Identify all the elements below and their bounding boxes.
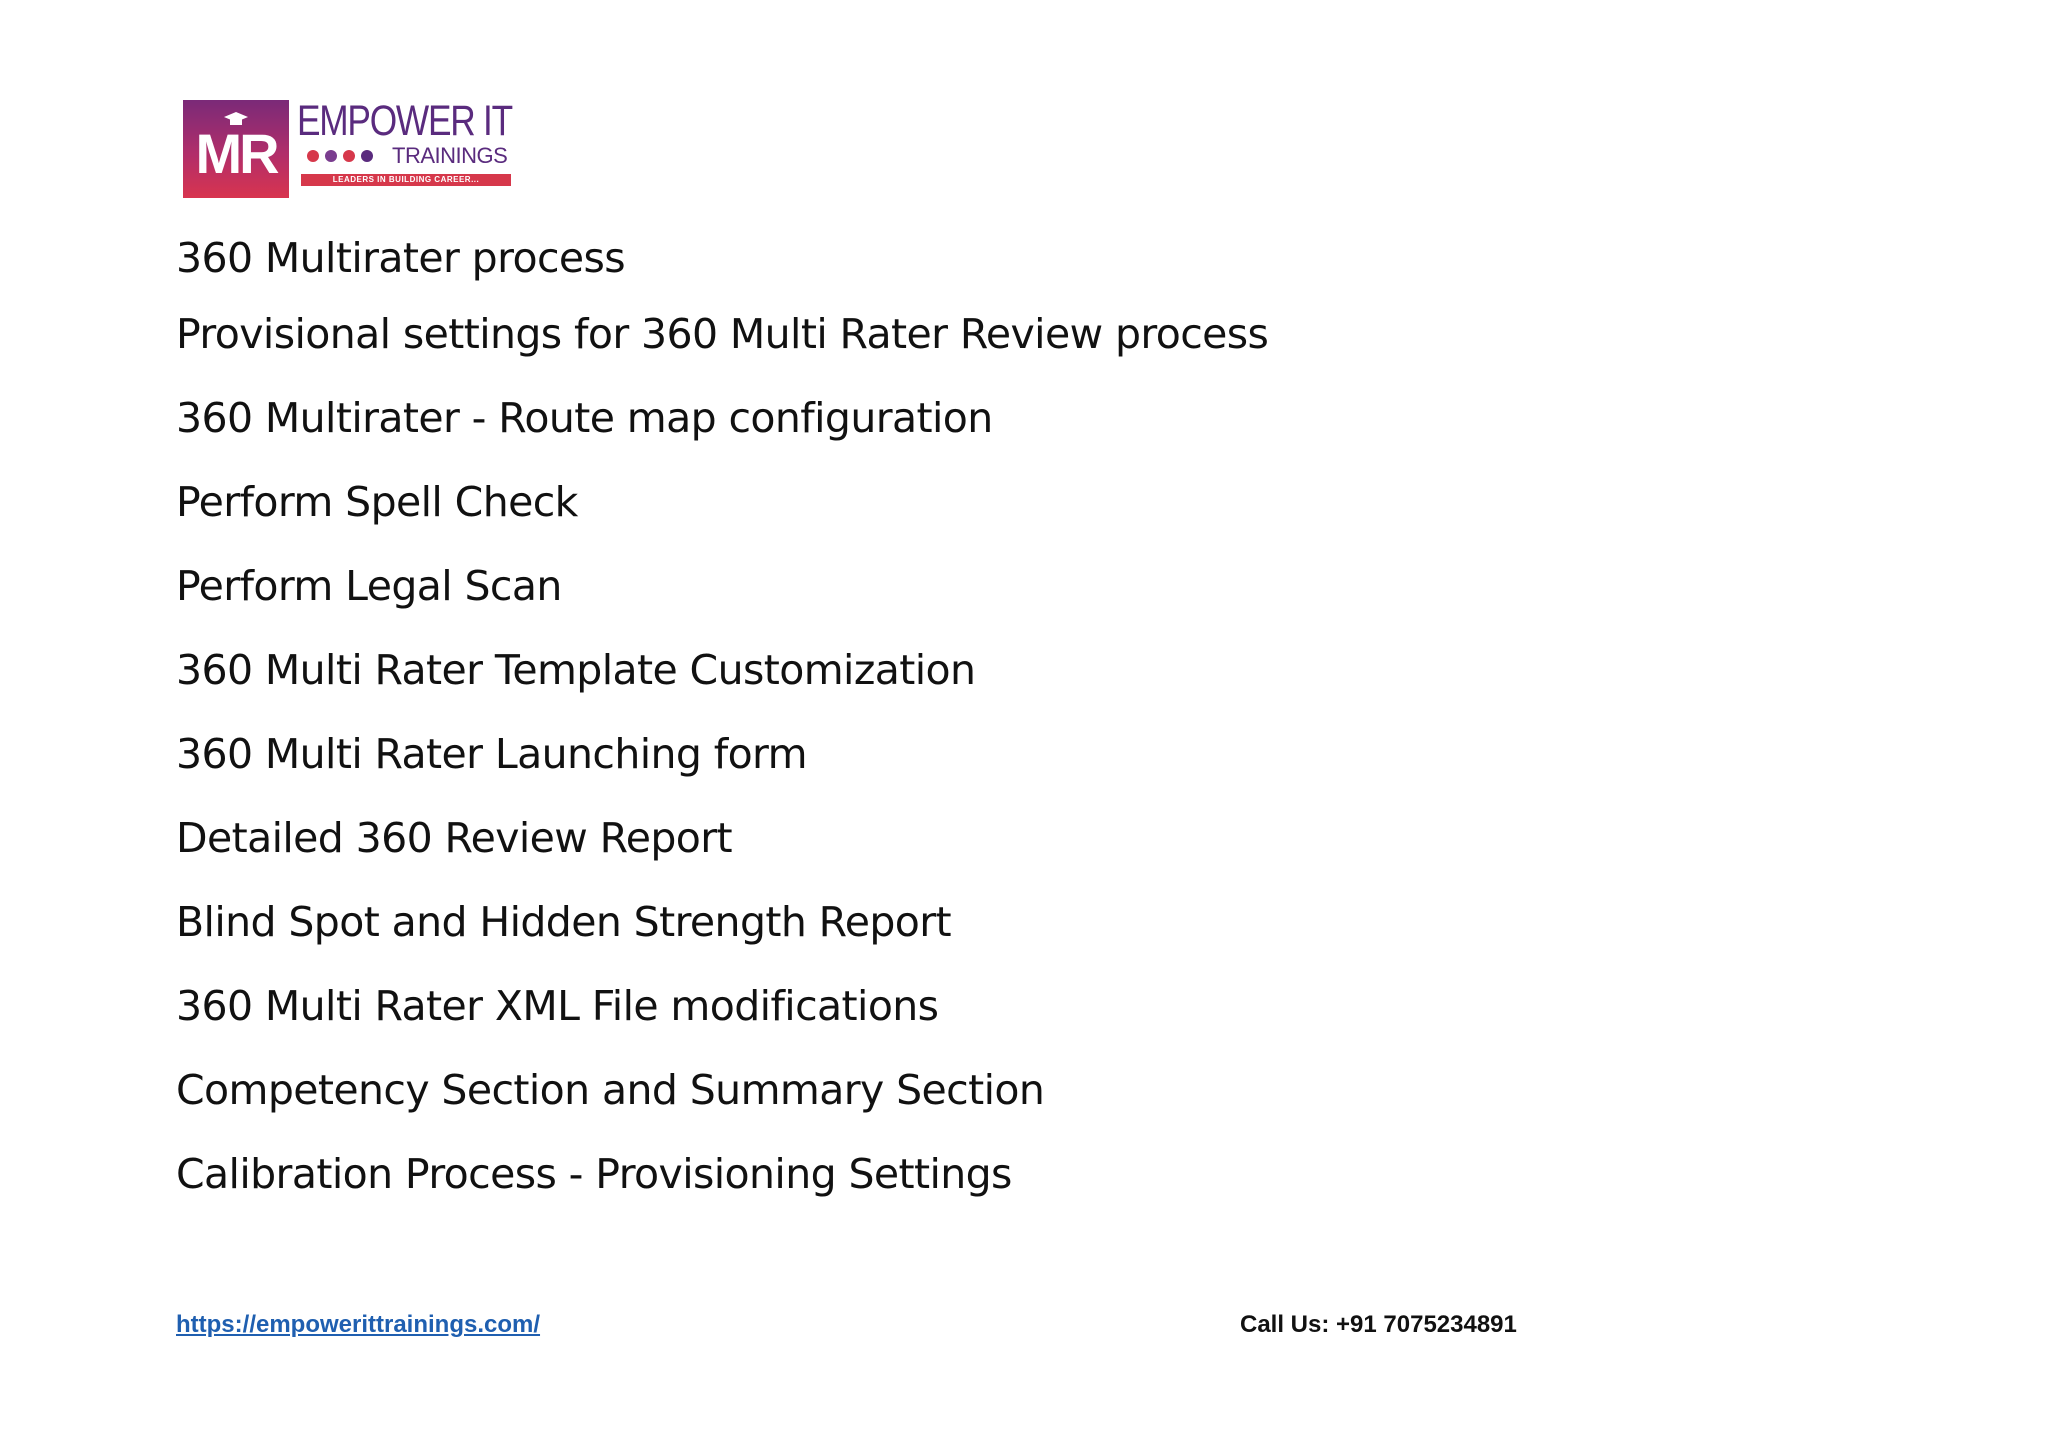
topic-item: 360 Multi Rater Template Customization: [176, 646, 976, 694]
topic-item: 360 Multi Rater Launching form: [176, 730, 807, 778]
topic-item: 360 Multirater process: [176, 234, 626, 282]
topic-item: 360 Multirater - Route map configuration: [176, 394, 993, 442]
logo-dot: [307, 150, 319, 162]
website-link[interactable]: https://empowerittrainings.com/: [176, 1311, 541, 1338]
topic-item: Detailed 360 Review Report: [176, 814, 732, 862]
logo-dots: [307, 150, 379, 162]
logo-dot: [343, 150, 355, 162]
logo-title: EMPOWER IT: [297, 97, 512, 145]
topic-item: Perform Spell Check: [176, 478, 578, 526]
phone-contact: Call Us: +91 7075234891: [1240, 1311, 1517, 1338]
topic-item: Blind Spot and Hidden Strength Report: [176, 898, 951, 946]
topic-item: Perform Legal Scan: [176, 562, 562, 610]
logo-mark-text: MR: [195, 122, 277, 185]
logo-dot: [325, 150, 337, 162]
topic-item: Provisional settings for 360 Multi Rater Review process: [176, 310, 1269, 358]
logo-subtitle: TRAININGS: [392, 143, 508, 168]
logo-tagline: LEADERS IN BUILDING CAREER...: [332, 175, 480, 184]
topic-item: Competency Section and Summary Section: [176, 1066, 1045, 1114]
logo-dot: [361, 150, 373, 162]
topic-item: 360 Multi Rater XML File modifications: [176, 982, 939, 1030]
topic-item: Calibration Process - Provisioning Settings: [176, 1150, 1012, 1198]
company-logo: [183, 98, 515, 198]
logo-mark: [183, 100, 289, 198]
